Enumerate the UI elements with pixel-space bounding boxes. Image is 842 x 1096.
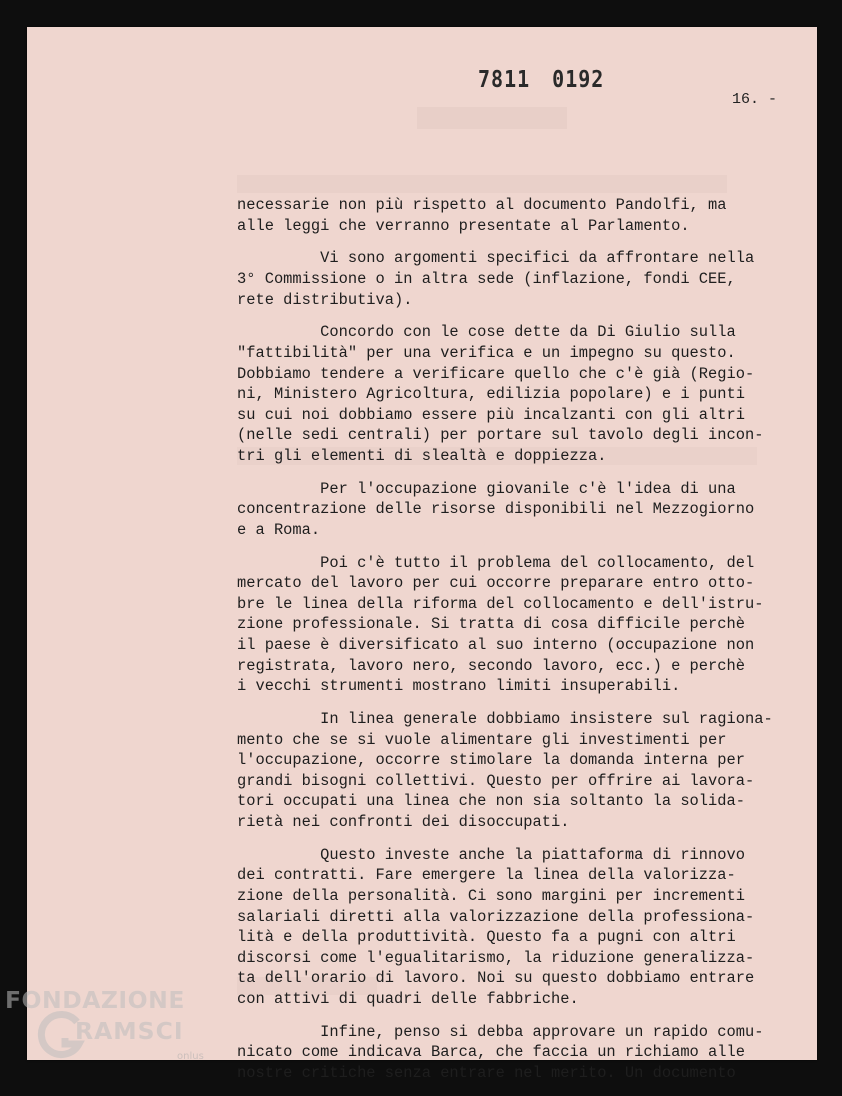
text-line: Poi c'è tutto il problema del collocamento, del [237,553,755,572]
paragraph [237,553,807,697]
text-line: tri gli elementi di slealtà e doppiezza. [237,446,607,465]
document-page [27,27,817,1082]
text-line: salariali diretti alla valorizzazione della professiona- [237,907,755,926]
text-line: ni, Ministero Agricoltura, edilizia popolare) e i punti [237,385,745,404]
paragraph [237,709,807,833]
text-line: zione professionale. Si tratta di cosa difficile perchè [237,615,745,634]
text-line: i vecchi strumenti mostrano limiti insuperabili. [237,677,681,696]
text-line: "fattibilità" per una verifica e un impegno su questo. [237,343,736,362]
text-line: Dobbiamo tendere a verificare quello che c'è già (Regio- [237,364,755,383]
text-line: e a Roma. [237,520,321,539]
text-line: Per l'occupazione giovanile c'è l'idea di una [237,479,736,498]
text-line: su cui noi dobbiamo essere più incalzanti con gli altri [237,405,745,424]
text-line: con attivi di quadri delle fabbriche. [237,989,579,1008]
document-number-part2: 0192 [552,65,605,93]
text-line: il paese è diversificato al suo interno (occupazione non [237,636,755,655]
document-number-part1: 7811 [478,65,531,93]
fondazione-gramsci-watermark [5,986,215,1076]
text-line: l'occupazione, occorre stimolare la domanda interna per [237,751,745,770]
text-line: bre le linea della riforma del collocamento e dell'istru- [237,594,764,613]
text-line: Infine, penso si debba approvare un rapido comu- [237,1022,764,1041]
text-line: rietà nei confronti dei disoccupati. [237,812,570,831]
text-line: rete distributiva). [237,290,413,309]
watermark-line1: FONDAZIONE [5,986,185,1014]
text-line: tori occupati una linea che non sia soltanto la solida- [237,792,745,811]
paragraph [237,248,807,310]
text-line: lità e della produttività. Questo fa a pugni con altri [237,928,736,947]
page-number: 16. - [732,91,778,108]
text-line: nicato come indicava Barca, che faccia un richiamo alle [237,1043,745,1062]
document-number [478,65,604,93]
text-line: necessarie non più rispetto al documento Pandolfi, ma [237,196,727,214]
text-line: Concordo con le cose dette da Di Giulio sulla [237,323,736,342]
paragraph [237,322,807,466]
bleed-through-mark [417,107,567,129]
paragraph [237,195,807,236]
text-line: grandi bisogni collettivi. Questo per offrire ai lavora- [237,771,755,790]
text-line: alle leggi che verranno presentate al Parlamento. [237,216,690,235]
text-line: registrata, lavoro nero, secondo lavoro, ecc.) e perchè [237,656,745,675]
text-line: dei contratti. Fare emergere la linea della valorizza- [237,866,736,885]
paragraph [237,845,807,1010]
paragraph [237,1022,807,1084]
watermark-suffix: onlus [177,1051,204,1062]
body-text [237,195,807,1096]
text-line: zione della personalità. Ci sono margini per incrementi [237,886,745,905]
text-line: (nelle sedi centrali) per portare sul tavolo degli incon- [237,426,764,445]
text-line: ta dell'orario di lavoro. Noi su questo dobbiamo entrare [237,969,755,988]
text-line: In linea generale dobbiamo insistere sul ragiona- [237,710,773,728]
text-line: nostre critiche senza entrare nel merito. Un documento [237,1063,736,1082]
text-line: discorsi come l'egualitarismo, la riduzione generalizza- [237,948,755,967]
watermark-line2: RAMSCI [75,1017,184,1045]
bleed-through-mark [237,175,727,193]
text-line: Questo investe anche la piattaforma di rinnovo [237,845,745,864]
text-line: 3° Commissione o in altra sede (inflazione, fondi CEE, [237,269,736,288]
text-line: concentrazione delle risorse disponibili nel Mezzogiorno [237,500,755,519]
text-line: mercato del lavoro per cui occorre preparare entro otto- [237,574,755,593]
paragraph [237,479,807,541]
text-line: Vi sono argomenti specifici da affrontare nella [237,249,755,268]
text-line: mento che se si vuole alimentare gli investimenti per [237,730,727,749]
